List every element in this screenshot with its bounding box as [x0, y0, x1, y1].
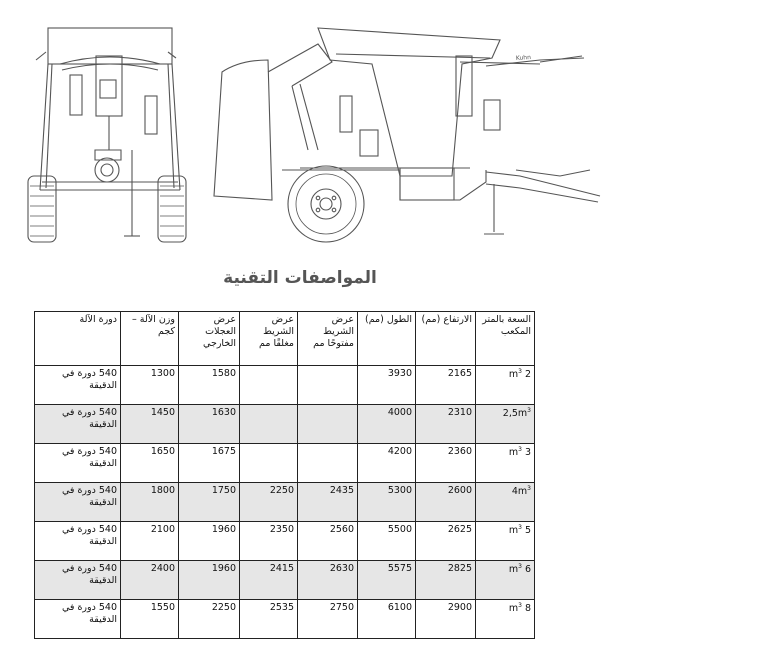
cell-length: 5575 [358, 561, 416, 600]
cell-rpm: 540 دورة في الدقيقة [35, 483, 121, 522]
cell-wheel-width: 1750 [179, 483, 240, 522]
cell-belt-open [298, 366, 358, 405]
cell-belt-closed [240, 405, 298, 444]
header-rpm: دورة الآلة [35, 312, 121, 366]
table-row [35, 444, 535, 483]
cell-capacity: 6 $m^3$ [476, 561, 535, 600]
header-capacity: السعة بالمتر المكعب [476, 312, 535, 366]
cell-wheel-width: 1960 [179, 561, 240, 600]
cell-wheel-width: 1675 [179, 444, 240, 483]
cell-belt-open: 2560 [298, 522, 358, 561]
cell-weight: 1300 [121, 366, 179, 405]
cell-rpm: 540 دورة في الدقيقة [35, 444, 121, 483]
cell-weight: 1800 [121, 483, 179, 522]
cell-rpm: 540 دورة في الدقيقة [35, 405, 121, 444]
cell-rpm: 540 دورة في الدقيقة [35, 561, 121, 600]
cell-belt-open [298, 444, 358, 483]
cell-rpm: 540 دورة في الدقيقة [35, 522, 121, 561]
cell-belt-closed: 2350 [240, 522, 298, 561]
brand-label: Kuhn [515, 53, 532, 62]
table-row [35, 600, 535, 639]
header-belt-open: عرض الشريط مفتوحًا مم [298, 312, 358, 366]
cell-length: 6100 [358, 600, 416, 639]
cell-belt-open: 2750 [298, 600, 358, 639]
side-view-drawing [214, 28, 600, 242]
header-weight: وزن الآلة – كجم [121, 312, 179, 366]
machine-drawing [0, 0, 772, 250]
header-belt-closed: عرض الشريط مغلقًا مم [240, 312, 298, 366]
cell-capacity: 3 $m^3$ [476, 444, 535, 483]
table-row [35, 522, 535, 561]
cell-length: 5300 [358, 483, 416, 522]
cell-capacity: 8 $m^3$ [476, 600, 535, 639]
cell-height: 2625 [416, 522, 476, 561]
cell-belt-closed: 2535 [240, 600, 298, 639]
page-title: المواصفات التقنية [223, 268, 377, 288]
cell-wheel-width: 1960 [179, 522, 240, 561]
cell-weight: 2400 [121, 561, 179, 600]
cell-height: 2360 [416, 444, 476, 483]
cell-height: 2600 [416, 483, 476, 522]
cell-weight: 1450 [121, 405, 179, 444]
cell-belt-open [298, 405, 358, 444]
table-row [35, 561, 535, 600]
cell-length: 4200 [358, 444, 416, 483]
cell-weight: 1550 [121, 600, 179, 639]
cell-capacity: $2,5m^3$ [476, 405, 535, 444]
cell-capacity: 5 $m^3$ [476, 522, 535, 561]
cell-height: 2900 [416, 600, 476, 639]
cell-length: 5500 [358, 522, 416, 561]
cell-wheel-width: 1630 [179, 405, 240, 444]
cell-wheel-width: 1580 [179, 366, 240, 405]
cell-belt-open: 2630 [298, 561, 358, 600]
cell-rpm: 540 دورة في الدقيقة [35, 366, 121, 405]
cell-belt-closed: 2250 [240, 483, 298, 522]
table-row [35, 405, 535, 444]
specs-table [34, 311, 535, 639]
cell-capacity: 2 $m^3$ [476, 366, 535, 405]
cell-belt-closed: 2415 [240, 561, 298, 600]
cell-length: 3930 [358, 366, 416, 405]
table-header-row [35, 312, 535, 366]
cell-rpm: 540 دورة في الدقيقة [35, 600, 121, 639]
cell-belt-open: 2435 [298, 483, 358, 522]
cell-weight: 1650 [121, 444, 179, 483]
cell-length: 4000 [358, 405, 416, 444]
table-row [35, 366, 535, 405]
cell-belt-closed [240, 444, 298, 483]
header-wheel-width: عرض العجلات الخارجي [179, 312, 240, 366]
cell-capacity: $4m^3$ [476, 483, 535, 522]
cell-belt-closed [240, 366, 298, 405]
cell-height: 2825 [416, 561, 476, 600]
cell-weight: 2100 [121, 522, 179, 561]
header-height: الارتفاع (مم) [416, 312, 476, 366]
front-view-drawing [28, 28, 186, 242]
cell-height: 2310 [416, 405, 476, 444]
header-length: الطول (مم) [358, 312, 416, 366]
cell-height: 2165 [416, 366, 476, 405]
table-row [35, 483, 535, 522]
cell-wheel-width: 2250 [179, 600, 240, 639]
